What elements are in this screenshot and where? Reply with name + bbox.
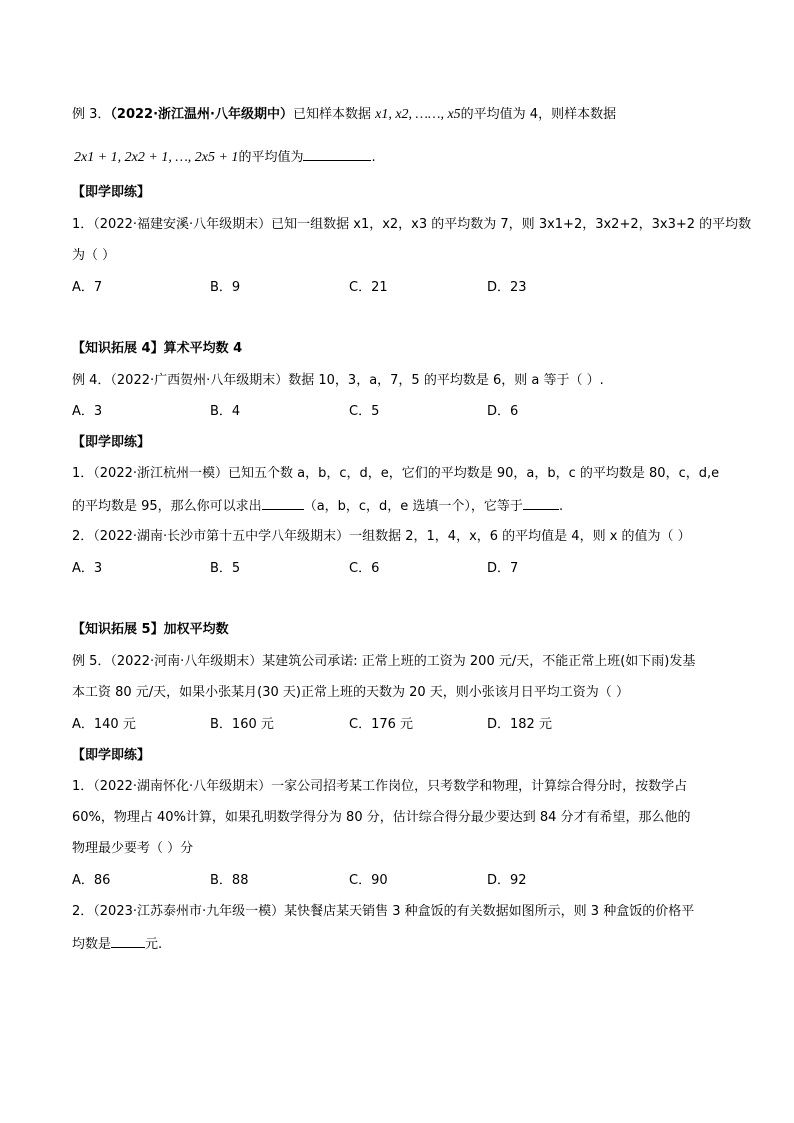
- practice-heading: 【即学即练】: [72, 185, 151, 200]
- answer-blank[interactable]: [111, 934, 145, 948]
- practice-5-1-line3: 物理最少要考（ ）分: [72, 841, 194, 856]
- option-a: A．140 元: [72, 717, 136, 732]
- option-b: B．4: [210, 404, 241, 419]
- practice-heading: 【即学即练】: [72, 748, 151, 763]
- example-4-line: 例 4．（2022·广西贺州·八年级期末）数据 10，3，a，7，5 的平均数是 6，则 a 等于（ ）.: [72, 373, 604, 388]
- practice-4-1-line2: [72, 496, 563, 516]
- extension-title: 算术平均数 4: [163, 341, 243, 356]
- option-c: C．6: [349, 561, 380, 576]
- option-a: A．3: [72, 404, 103, 419]
- text: .: [558, 499, 564, 514]
- knowledge-extension-4-heading: [72, 340, 242, 358]
- extension-label: 【知识拓展 5】: [72, 622, 164, 637]
- text: 均数是: [72, 937, 112, 952]
- option-b: B．160 元: [210, 717, 274, 732]
- text: 元.: [145, 937, 163, 952]
- practice-4-1-line1: 1．（2022·浙江杭州一模）已知五个数 a，b，c，d，e，它们的平均数是 90，a，b，c 的平均数是 80，c，d,e: [72, 466, 720, 481]
- option-c: C．5: [349, 404, 380, 419]
- option-c: C．90: [349, 873, 388, 888]
- example-5-line2: 本工资 80 元/天，如果小张某月(30 天)正常上班的天数为 20 天，则小张该月日平均工资为（ ）: [72, 685, 629, 700]
- option-c: C．176 元: [349, 717, 414, 732]
- option-a: A．86: [72, 873, 111, 888]
- practice-5-1-line2: 60%，物理占 40%计算，如果孔明数学得分为 80 分，估计综合得分最少要达到 84 分才有希望，那么他的: [72, 810, 691, 825]
- option-d: D．23: [487, 280, 527, 295]
- example-3-text-c: 的平均值为: [238, 150, 304, 165]
- practice-heading: 【即学即练】: [72, 435, 151, 450]
- practice-4-2-line: 2．（2022·湖南·长沙市第十五中学八年级期末）一组数据 2，1，4，x，6 的平均值是 4，则 x 的值为（ ）: [72, 529, 691, 544]
- extension-title: 加权平均数: [163, 622, 229, 637]
- option-a: A．7: [72, 280, 103, 295]
- option-b: B．9: [210, 280, 241, 295]
- option-d: D．182 元: [487, 717, 552, 732]
- example-3-line2: [74, 147, 376, 167]
- practice-5-1-line1: 1．（2022·湖南怀化·八年级期末）一家公司招考某工作岗位，只考数学和物理，计算综合得分时，按数学占: [72, 779, 688, 794]
- example-3-line1: [72, 106, 616, 124]
- practice-1-line2: 为（ ）: [72, 248, 116, 263]
- example-3-prefix: 例 3．: [72, 107, 111, 122]
- option-d: D．7: [487, 561, 519, 576]
- practice-5-2-line1: 2．（2023·江苏泰州市·九年级一模）某快餐店某天销售 3 种盒饭的有关数据如图所示，则 3 种盒饭的价格平: [72, 904, 695, 919]
- practice-1-line1: 1．（2022·福建安溪·八年级期末）已知一组数据 x1，x2，x3 的平均数为 7，则 3x1+2，3x2+2，3x3+2 的平均数: [72, 217, 752, 232]
- knowledge-extension-5-heading: [72, 621, 229, 639]
- text: 的平均数是 95，那么你可以求出: [72, 499, 262, 514]
- example-3-end: .: [371, 150, 376, 165]
- example-3-text-a: 已知样本数据: [292, 107, 371, 122]
- example-3-expression: 2x1 + 1, 2x2 + 1, …, 2x5 + 1: [74, 150, 239, 165]
- option-c: C．21: [349, 280, 388, 295]
- example-3-text-b: 的平均值为 4，则样本数据: [460, 107, 617, 122]
- extension-label: 【知识拓展 4】: [72, 341, 164, 356]
- example-5-line1: 例 5．（2022·河南·八年级期末）某建筑公司承诺: 正常上班的工资为 200 元/天，不能正常上班(如下雨)发基: [72, 654, 696, 669]
- answer-blank[interactable]: [303, 147, 371, 161]
- option-a: A．3: [72, 561, 103, 576]
- option-d: D．92: [487, 873, 527, 888]
- example-3-source: （2022·浙江温州·八年级期中）: [110, 107, 293, 122]
- option-b: B．5: [210, 561, 241, 576]
- practice-5-2-line2: [72, 934, 162, 954]
- example-3-vars: x1, x2, ……, x5: [375, 107, 461, 122]
- answer-blank[interactable]: [262, 496, 304, 510]
- option-d: D．6: [487, 404, 519, 419]
- text: （a，b，c，d，e 选填一个），它等于: [303, 499, 523, 514]
- option-b: B．88: [210, 873, 249, 888]
- answer-blank[interactable]: [523, 496, 559, 510]
